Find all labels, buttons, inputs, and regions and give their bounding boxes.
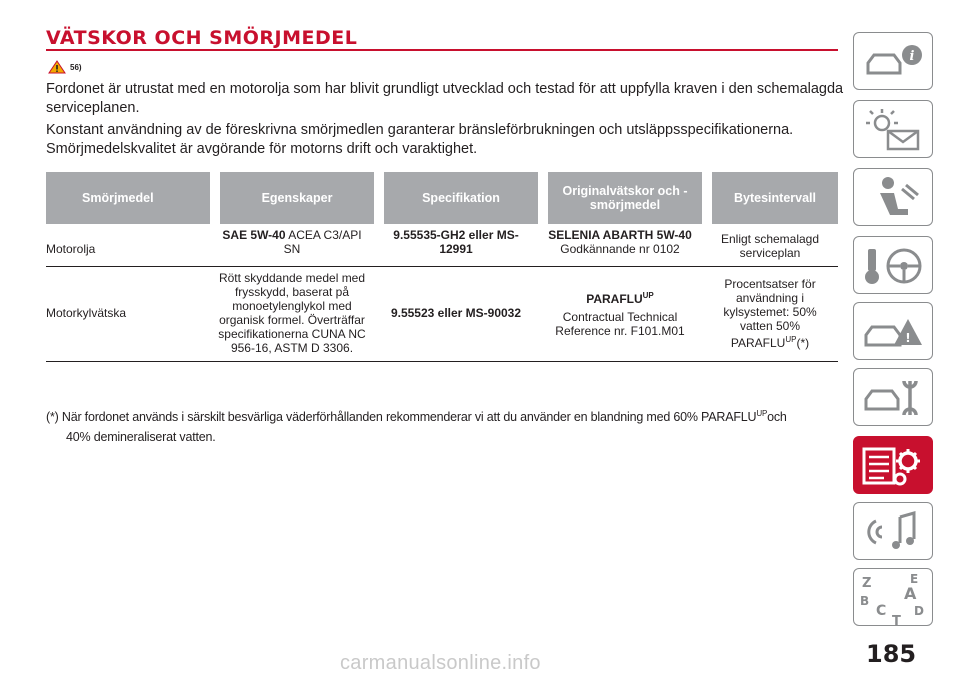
car-maintenance-icon <box>854 369 934 427</box>
interval-footnote-mark: (*) <box>796 335 810 350</box>
cell-specification: 9.55535-GH2 eller MS-12991 <box>374 224 538 267</box>
tab-index[interactable] <box>853 568 933 626</box>
cell-specification: 9.55523 eller MS-90032 <box>374 267 538 362</box>
product-name: PARAFLU <box>586 291 643 306</box>
tab-safety[interactable] <box>853 168 933 226</box>
cell-properties <box>210 224 374 267</box>
cell-interval: Enligt schemalagd serviceplan <box>702 224 838 267</box>
interval-text: Procentsatser för användning i kylsystemet: 50% vatten 50% PARAFLU <box>723 276 817 350</box>
lubricant-name: Motorolja <box>46 242 96 256</box>
header-properties: Egenskaper <box>210 172 374 224</box>
table-row <box>46 267 838 362</box>
page-title: VÄTSKOR OCH SMÖRJMEDEL <box>46 27 358 49</box>
key-steering-wheel-icon <box>854 237 934 295</box>
warning-lights-icon <box>854 101 934 159</box>
footnote-line2: 40% demineraliserat vatten. <box>66 430 216 445</box>
cell-lubricant <box>46 224 210 267</box>
cell-interval <box>702 267 838 362</box>
intro-paragraph: Fordonet är utrustat med en motorolja som har blivit grundligt utvecklad och testad för att uppfylla kraven i den schemalagda serviceplanen. <box>46 81 844 116</box>
footnote-sup: UP <box>756 409 768 418</box>
svg-text:E: E <box>910 572 919 586</box>
chapter-tab-sidebar <box>853 0 960 678</box>
footnote <box>46 404 836 447</box>
oil-grade: SAE 5W-40 <box>222 228 286 242</box>
tab-technical-data[interactable] <box>853 436 933 494</box>
original-approval: Godkännande nr 0102 <box>560 242 680 256</box>
car-info-icon <box>854 33 934 91</box>
original-product <box>542 289 698 306</box>
warning-triangle-icon <box>48 60 66 74</box>
airbag-seat-icon <box>854 169 934 227</box>
svg-text:A: A <box>904 584 917 603</box>
footnote-text: (*) När fordonet används i särskilt besvärliga väderförhållanden rekommenderar vi att du använder en blandning med 60% PARAFLU <box>46 410 757 425</box>
svg-text:B: B <box>860 594 870 608</box>
car-breakdown-icon <box>854 303 934 361</box>
tab-maintenance[interactable] <box>853 368 933 426</box>
cell-original <box>538 267 702 362</box>
svg-text:i: i <box>909 49 915 64</box>
svg-text:Z: Z <box>862 576 872 591</box>
technical-data-icon <box>854 437 934 495</box>
alphabetical-index-icon <box>854 569 934 627</box>
fluids-table <box>46 172 838 362</box>
tab-warning-lights[interactable] <box>853 100 933 158</box>
tab-starting-driving[interactable] <box>853 236 933 294</box>
warning-reference <box>48 60 82 74</box>
quality-paragraph: Konstant användning av de föreskrivna smörjmedlen garanterar bränsleförbrukningen och utsläppsspecifikationerna. Smörjmedelskvalitet är avgörande för motorns drift och varaktighet. <box>46 122 794 157</box>
interval-sup: UP <box>785 334 797 344</box>
cell-lubricant: Motorkylvätska <box>46 267 210 362</box>
title-divider <box>46 49 838 51</box>
svg-text:!: ! <box>905 331 911 345</box>
svg-text:D: D <box>914 604 924 618</box>
warning-ref-number: 56) <box>70 62 82 72</box>
tab-emergency[interactable] <box>853 302 933 360</box>
svg-text:T: T <box>892 614 901 627</box>
svg-text:C: C <box>876 603 887 619</box>
tab-multimedia[interactable] <box>853 502 933 560</box>
original-product: SELENIA ABARTH 5W-40 <box>548 228 692 242</box>
header-specification: Specifikation <box>374 172 538 224</box>
table-row <box>46 224 838 267</box>
oil-standard: ACEA C3/API SN <box>283 228 362 256</box>
header-original: Originalvätskor och -smörjmedel <box>538 172 702 224</box>
watermark: carmanualsonline.info <box>340 652 541 674</box>
multimedia-icon <box>854 503 934 561</box>
cell-original <box>538 224 702 267</box>
table-header-row <box>46 172 838 224</box>
product-sup: UP <box>642 290 654 300</box>
tab-car-info[interactable] <box>853 32 933 90</box>
header-interval: Bytesintervall <box>702 172 838 224</box>
footnote-and: och <box>767 410 787 425</box>
page-number: 185 <box>866 640 917 668</box>
cell-properties: Rött skyddande medel med frysskydd, baserat på monoetylenglykol med organisk formel. Överträffar specifikationerna CUNA NC 956-16, ASTM D 3306. <box>210 267 374 362</box>
original-reference: Contractual Technical Reference nr. F101.M01 <box>555 309 685 338</box>
header-lubricant: Smörjmedel <box>46 172 210 224</box>
